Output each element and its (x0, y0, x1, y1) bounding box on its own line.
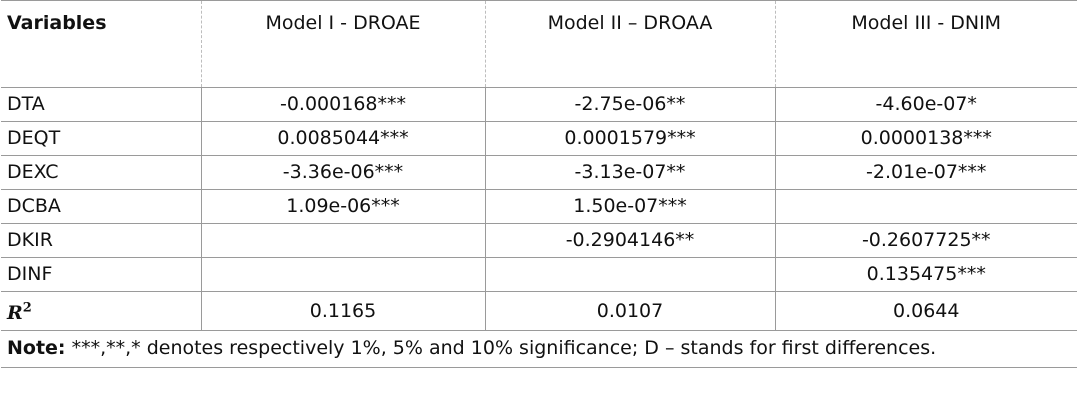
cell-model-1: -0.000168*** (201, 88, 485, 122)
cell-model-2: 0.0107 (485, 292, 775, 331)
cell-model-3: 0.0644 (775, 292, 1077, 331)
r-squared-superscript: 2 (22, 301, 32, 316)
regression-table (1, 0, 1077, 331)
header-variables: Variables (1, 1, 201, 88)
header-row (1, 1, 1077, 88)
cell-model-2 (485, 258, 775, 292)
cell-model-2: -2.75e-06** (485, 88, 775, 122)
row-variable: DEXC (1, 156, 201, 190)
table-note (1, 331, 1077, 368)
header-model-3: Model III - DNIM (775, 1, 1077, 88)
cell-model-1 (201, 258, 485, 292)
r-squared-row (1, 292, 1077, 331)
cell-model-3: 0.135475*** (775, 258, 1077, 292)
table-row (1, 224, 1077, 258)
table-row (1, 122, 1077, 156)
table-row (1, 88, 1077, 122)
header-model-2: Model II – DROAA (485, 1, 775, 88)
note-text: ***,**,* denotes respectively 1%, 5% and 10% significance; D – stands for first differences. (65, 337, 937, 360)
cell-model-1: -3.36e-06*** (201, 156, 485, 190)
cell-model-1: 1.09e-06*** (201, 190, 485, 224)
cell-model-1: 0.1165 (201, 292, 485, 331)
row-variable: DINF (1, 258, 201, 292)
header-model-1: Model I - DROAE (201, 1, 485, 88)
r-squared-label (1, 292, 201, 331)
table-row (1, 258, 1077, 292)
table-row (1, 156, 1077, 190)
cell-model-3: -0.2607725** (775, 224, 1077, 258)
row-variable: DEQT (1, 122, 201, 156)
cell-model-1 (201, 224, 485, 258)
regression-table-container (1, 0, 1077, 368)
cell-model-2: -3.13e-07** (485, 156, 775, 190)
row-variable: DCBA (1, 190, 201, 224)
cell-model-3: 0.0000138*** (775, 122, 1077, 156)
row-variable: DKIR (1, 224, 201, 258)
table-row (1, 190, 1077, 224)
cell-model-2: 1.50e-07*** (485, 190, 775, 224)
cell-model-1: 0.0085044*** (201, 122, 485, 156)
cell-model-3: -2.01e-07*** (775, 156, 1077, 190)
cell-model-3: -4.60e-07* (775, 88, 1077, 122)
cell-model-2: 0.0001579*** (485, 122, 775, 156)
r-squared-symbol: R (7, 302, 23, 325)
note-label: Note: (7, 337, 66, 360)
cell-model-3 (775, 190, 1077, 224)
row-variable: DTA (1, 88, 201, 122)
cell-model-2: -0.2904146** (485, 224, 775, 258)
